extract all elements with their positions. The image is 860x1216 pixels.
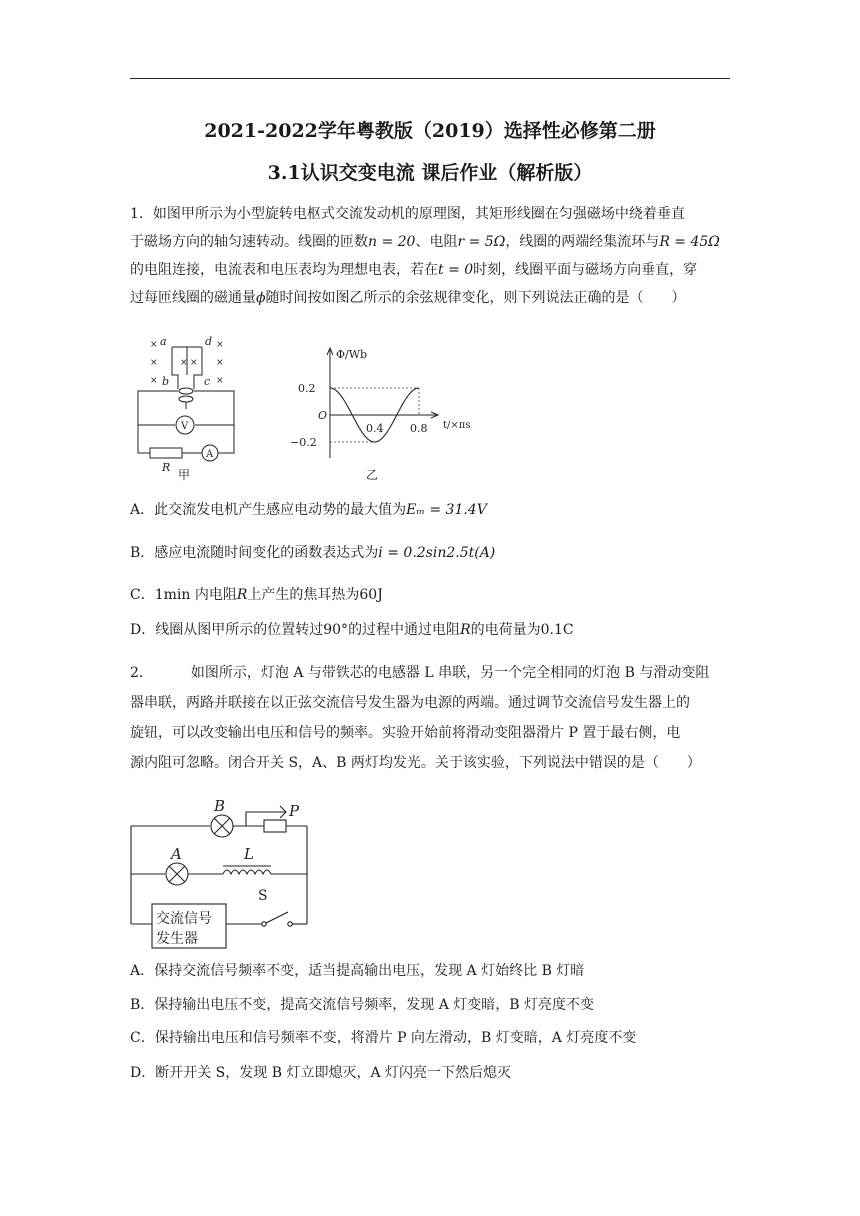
doc-title-line1: 2021-2022学年粤教版（2019）选择性必修第二册 [204, 120, 656, 142]
figure-yi-caption: 乙 [366, 468, 379, 482]
coil-label-d: d [205, 335, 213, 348]
q2-line2: 器串联，两路并联接在以正弦交流信号发生器为电源的两端。通过调节交流信号发生器上的 [130, 695, 690, 711]
lamp-b-label: B [214, 797, 226, 815]
q1-text: 随时间按如图乙所示的余弦规律变化，则下列说法正确的是（ ） [265, 290, 686, 306]
coil-label-c: c [204, 375, 211, 388]
q1-phi: ϕ [256, 290, 266, 306]
option-text: A．此交流发电机产生感应电动势的最大值为 [130, 502, 407, 518]
q2-line4: 源内阻可忽略。闭合开关 S，A、B 两灯均发光。关于该实验，下列说法中错误的是（ ） [130, 755, 701, 771]
option-text: B．感应电流随时间变化的函数表达式为 [130, 545, 379, 561]
q2-line1 [130, 658, 730, 688]
q2-option-a: A．保持交流信号频率不变，适当提高输出电压，发现 A 灯始终比 B 灯暗 [130, 963, 585, 979]
ammeter-label: A [206, 449, 214, 460]
option-text: D．线圈从图甲所示的位置转过 [130, 622, 324, 638]
q1-option-d [130, 620, 730, 640]
q1-text: 于磁场方向的轴匀速转动。线圈的匝数 [130, 234, 368, 250]
q2-line3: 旋钮，可以改变输出电压和信号的频率。实验开始前将滑动变阻器滑片 P 置于最右侧，电 [130, 725, 681, 741]
question-1-stem [130, 200, 730, 312]
figure-jia-generator [130, 335, 240, 485]
q1-text: 、电阻 [415, 234, 458, 250]
cross-mark: × [150, 340, 158, 350]
q1-line3 [130, 256, 730, 284]
resistor-label-R: R [162, 461, 171, 474]
q2-option-c: C．保持输出电压和信号频率不变，将滑片 P 向左滑动，B 灯变暗，A 灯亮度不变 [130, 1030, 637, 1046]
x-axis-label: t/×πs [443, 420, 471, 431]
switch-blade [266, 912, 288, 923]
q1-line2 [130, 228, 730, 256]
cross-mark: × [150, 358, 158, 368]
option-math: R [460, 622, 471, 638]
q1-text: 的电阻连接，电流表和电压表均为理想电表，若在 [130, 262, 438, 278]
option-math: R [236, 587, 248, 603]
q1-t0: t = 0 [438, 262, 474, 278]
slider-label-p: P [289, 802, 300, 820]
figure-yi-flux-chart [288, 340, 488, 470]
cross-mark: × [216, 358, 224, 368]
option-math: 90° [323, 622, 349, 638]
switch-label-s: S [258, 888, 268, 904]
origin-label: O [318, 409, 328, 422]
q1-option-b [130, 543, 730, 563]
header-rule [130, 78, 730, 79]
q1-text: 时刻，线圈平面与磁场方向垂直，穿 [473, 262, 698, 278]
q2-option-d: D．断开开关 S，发现 B 灯立即熄灭，A 灯闪亮一下然后熄灭 [130, 1065, 512, 1081]
question-2-stem [130, 658, 730, 778]
x-tick-0.4: 0.4 [366, 422, 384, 435]
q1-text: 过每匝线圈的磁通量 [130, 290, 256, 306]
q1-resistance-r: r = 5Ω [457, 234, 506, 250]
coil-label-b: b [162, 375, 170, 388]
option-text: 上产生的焦耳热为 [247, 587, 360, 603]
option-text: 的过程中通过电阻 [348, 622, 461, 638]
slider-wire [246, 812, 286, 826]
option-text: C．1min 内电阻 [130, 587, 237, 603]
q1-line1: 1．如图甲所示为小型旋转电枢式交流发动机的原理图，其矩形线圈在匀强磁场中绕着垂直 [130, 206, 685, 222]
q2-text: 如图所示，灯泡 A 与带铁芯的电感器 L 串联，另一个完全相同的灯泡 B 与滑动变阻 [190, 665, 710, 681]
inductor-label-l: L [244, 845, 254, 863]
figure-q2-circuit [126, 796, 316, 952]
q2-option-b: B．保持输出电压不变，提高交流信号频率，发现 A 灯变暗，B 灯亮度不变 [130, 997, 595, 1013]
rheostat [264, 820, 286, 832]
voltmeter-label: V [181, 421, 189, 432]
y-tick-bottom: −0.2 [290, 436, 317, 449]
q1-line4 [130, 284, 730, 312]
q1-resistance-R: R = 45Ω [659, 234, 720, 250]
y-tick-top: 0.2 [298, 382, 316, 395]
coil-label-a: a [160, 335, 167, 348]
generator-label-1: 交流信号 [156, 911, 212, 927]
inductor-coil [223, 870, 271, 874]
cross-mark: × [150, 376, 158, 386]
x-tick-0.8: 0.8 [410, 422, 428, 435]
generator-label-2: 发生器 [156, 931, 198, 947]
q1-option-c [130, 585, 730, 605]
doc-title-line2: 3.1认识交变电流 课后作业（解析版） [267, 162, 593, 184]
question-number: 2． [130, 665, 153, 681]
cross-mark: × [216, 376, 224, 386]
option-math: 60J [359, 587, 383, 603]
option-math: i = 0.2sin2.5t(A) [378, 545, 496, 561]
cross-mark: × [190, 358, 198, 368]
option-math: Eₘ = 31.4V [406, 502, 487, 518]
cross-mark: × [216, 340, 224, 350]
q1-text: ，线圈的两端经集流环与 [505, 234, 660, 250]
q1-turns: n = 20 [368, 234, 416, 250]
y-axis-label: Φ/Wb [336, 348, 368, 361]
figure-jia-caption: 甲 [178, 468, 191, 482]
option-text: 的电荷量为 [470, 622, 541, 638]
lamp-a-label: A [171, 845, 182, 863]
cross-mark: × [180, 358, 188, 368]
q1-option-a [130, 500, 730, 520]
option-math: 0.1C [540, 622, 574, 638]
